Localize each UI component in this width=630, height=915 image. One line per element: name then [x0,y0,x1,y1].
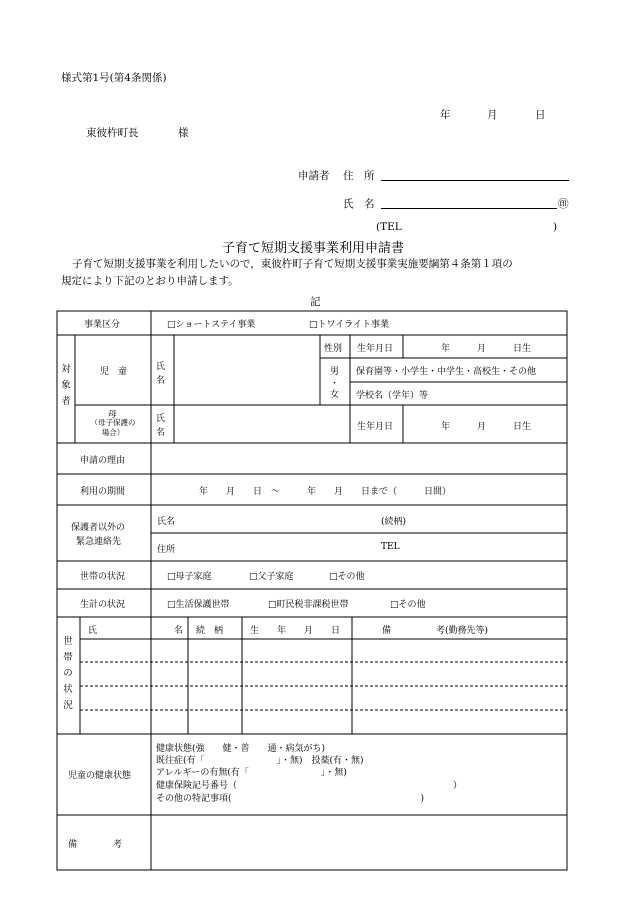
mother-birthdate-label: 生年月日 [357,422,394,432]
medical-history-line[interactable]: 既往症(有「 」・無) 投薬(有・無) [156,756,364,766]
reason-label: 申請の理由 [80,456,126,466]
taisho-label: 対 象 者 [61,364,71,407]
mother-name-label-2: 名 [156,428,166,438]
intro-line-1: 子育て短期支援事業を利用したいので，東彼杵町子育て短期支援事業実施要綱第４条第１項の [72,258,513,270]
col-birthdate: 生 年 月 日 [250,626,341,636]
gender-female[interactable]: 女 [330,390,340,400]
reason-field[interactable] [152,444,566,473]
gender-male[interactable]: 男 [330,367,340,377]
child-birthdate-field[interactable]: 年 月 日生 [441,344,532,354]
insurance-number-line[interactable]: 健康保険記号番号（ ） [156,781,463,791]
emergency-name-label: 氏名 [157,517,176,527]
child-birthdate-label: 生年月日 [357,344,394,354]
mother-name-field[interactable] [175,406,349,442]
intro-line-2: 規定により下記のとおり申請します。 [61,275,239,287]
col-remarks: 備 考(勤務先等) [382,626,489,636]
allergy-line[interactable]: アレルギーの有無(有「 」・無) [156,768,347,778]
page-title: 子育て短期支援事業利用申請書 [222,241,405,256]
remarks-label: 備 考 [68,840,123,850]
date-year-label: 年 [440,109,451,121]
single-mother-checkbox[interactable]: □母子家庭 [167,572,212,582]
single-father-checkbox[interactable]: □父子家庭 [249,572,294,582]
date-month-label: 月 [487,109,498,121]
seal-mark: ㊞ [558,198,569,210]
mother-name-label-1: 氏 [156,414,166,424]
addressee: 東彼杵町長 [86,127,139,139]
mother-label: 母 [108,410,118,420]
tel-open: (TEL [376,221,402,233]
health-status-line[interactable]: 健康状態(強 健・普 通・病気がち) [156,744,326,754]
child-label: 児 童 [100,367,128,377]
household-status-label: 世帯の状況 [80,572,126,582]
school-name-label: 学校名（学年）等 [356,391,429,401]
applicant-label: 申請者 [298,170,330,182]
child-name-field[interactable] [175,336,319,404]
gender-label: 性別 [324,344,343,354]
mother-note: （母子保護の 場合） [90,418,136,437]
period-label: 利用の期間 [80,487,126,497]
shortstay-checkbox[interactable]: □ショートステイ事業 [167,320,256,330]
twilight-checkbox[interactable]: □トワイライト事業 [309,320,389,330]
health-label: 児童の健康状態 [68,771,132,781]
household-members-label: 世 帯 の 状 況 [63,636,73,711]
ki-mark: 記 [310,296,321,308]
col-name-1: 氏 [88,626,98,636]
welfare-checkbox[interactable]: □生活保護世帯 [167,600,230,610]
date-day-label: 日 [535,109,546,121]
name-label: 氏 名 [343,198,375,210]
period-field[interactable]: 年 月 日 ～ 年 月 日まで（ 日間） [199,487,452,497]
col-name-2: 名 [174,626,184,636]
emergency-relation-label: (続柄) [381,517,407,527]
gender-dot: ・ [330,379,340,389]
jigyo-label: 事業区分 [84,320,121,330]
addressee-honorific: 様 [178,127,189,139]
form-number: 様式第1号(第4条関係) [61,72,167,84]
mother-birthdate-field[interactable]: 年 月 日生 [441,422,532,432]
household-other-checkbox[interactable]: □その他 [329,572,365,582]
tax-exempt-checkbox[interactable]: □町民税非課税世帯 [268,600,349,610]
tel-close: ) [553,221,558,233]
child-name-label-1: 氏 [156,362,166,372]
address-label: 住 所 [343,170,375,182]
special-notes-line[interactable]: その他の特記事項( ) [156,794,425,804]
col-relation: 続 柄 [196,626,224,636]
emergency-label-2: 緊急連絡先 [76,537,122,547]
livelihood-other-checkbox[interactable]: □その他 [390,600,426,610]
livelihood-label: 生計の状況 [80,600,126,610]
remarks-field[interactable] [152,816,566,869]
emergency-tel-label: TEL [381,542,400,552]
emergency-label-1: 保護者以外の [71,523,126,533]
child-name-label-2: 名 [156,376,166,386]
emergency-address-label: 住所 [157,545,176,555]
school-type-options[interactable]: 保育園等・小学生・中学生・高校生・その他 [356,367,537,377]
